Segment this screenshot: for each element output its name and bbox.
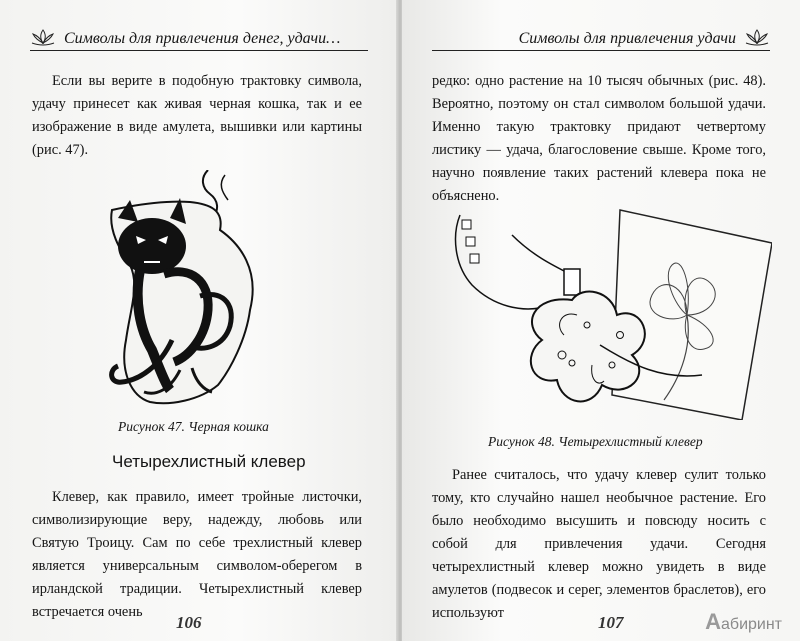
black-cat-illustration (100, 170, 280, 410)
left-paragraph-1: Если вы верите в подобную трактовку символа, удачу принесет как живая черная кошка, так и ее изображение в виде амулета, вышивки или картины (рис. 47). (32, 73, 362, 158)
right-header-title: Символы для привлечения удачи (518, 30, 736, 47)
right-page-number: 107 (598, 613, 624, 632)
labirint-watermark (705, 609, 782, 635)
figure-47-caption: Рисунок 47. Черная кошка (118, 419, 269, 434)
left-paragraph-2: Клевер, как правило, имеет тройные листочки, символизирующие веру, надежду, любовь или Святую Троицу. Сам по себе трехлистный клевер является универсальным символом-оберегом в ирландской традиции. Четырехлистный клевер встречается очень (32, 489, 362, 620)
right-paragraph-1: редко: одно растение на 10 тысяч обычных (рис. 48). Вероятно, поэтому он стал символом большой удачи. Именно такую трактовку придают четвертому листику — удача, благословение свыше. Кроме того, научно появление таких растений клевера пока не объяснено. (432, 73, 766, 204)
right-paragraph-2-block (432, 464, 766, 625)
left-paragraph-2-block (32, 486, 362, 624)
left-page-number: 106 (176, 613, 202, 632)
lotus-ornament-icon (744, 28, 770, 48)
figure-48-caption: Рисунок 48. Четырехлистный клевер (488, 434, 703, 449)
right-paragraph-2: Ранее считалось, что удачу клевер сулит только тому, кто случайно нашел необычное растение. Его было необходимо высушить и повсюду носить с собой для привлечения удачи. Сегодня четырехлистный клевер можно увидеть в виде амулетов (подвесок и серег, элементов браслетов), его используют (432, 467, 766, 621)
right-running-header (432, 28, 770, 51)
left-paragraph-1-block (32, 70, 362, 162)
left-page (0, 0, 398, 641)
clover-subheading: Четырехлистный клевер (112, 452, 306, 471)
watermark-text: абиринт (721, 616, 782, 633)
left-running-header (30, 28, 368, 51)
lotus-ornament-icon (30, 28, 56, 48)
watermark-prefix: А (705, 609, 721, 634)
left-header-title: Символы для привлечения денег, удачи… (64, 30, 341, 47)
four-leaf-clover-illustration (442, 205, 772, 420)
right-paragraph-1-block (432, 70, 766, 208)
right-page (402, 0, 800, 641)
